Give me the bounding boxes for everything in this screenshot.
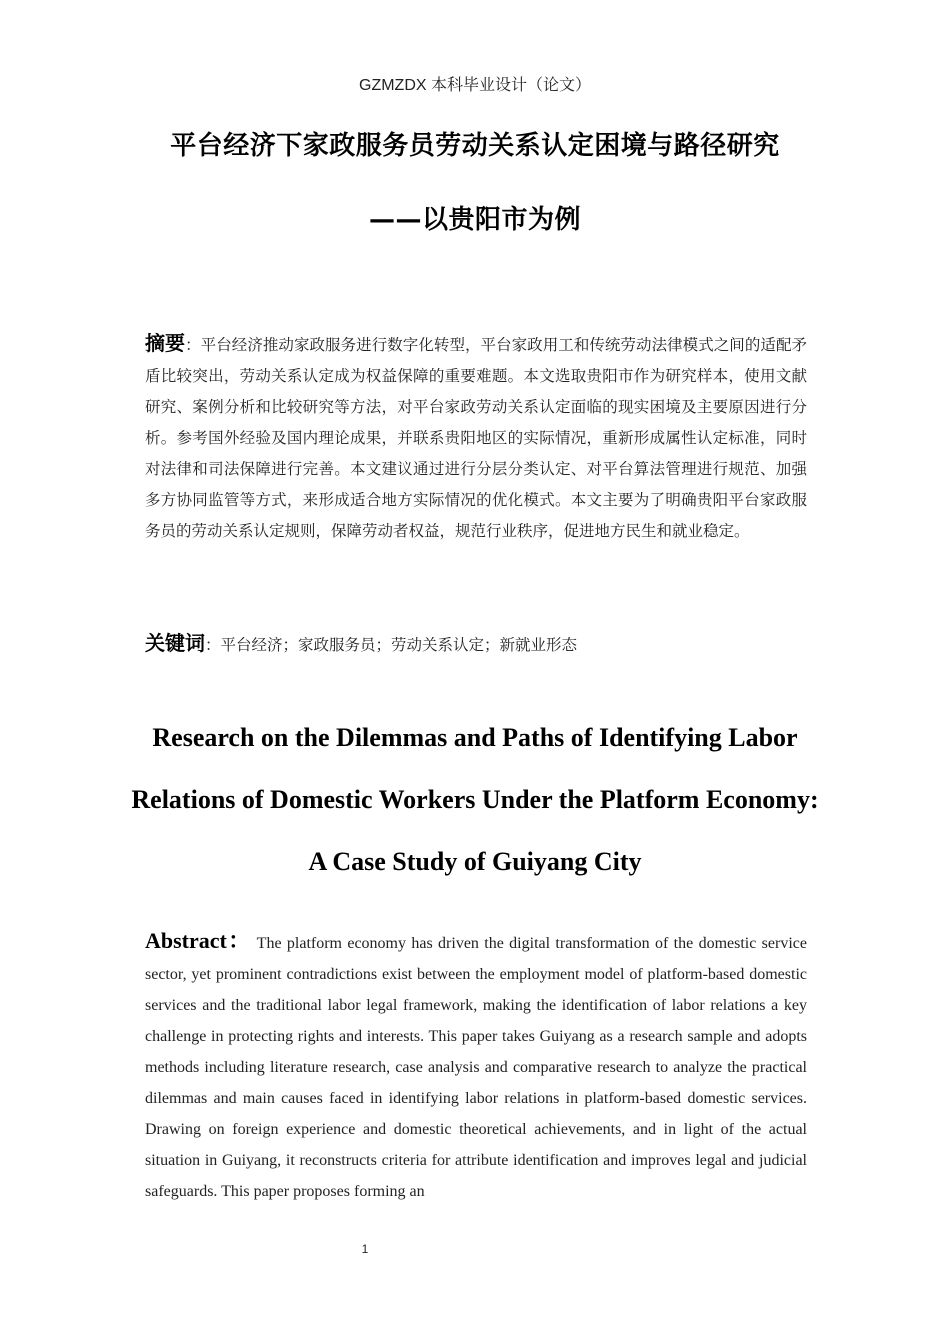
chinese-abstract-label: 摘要 <box>145 331 186 355</box>
chinese-title: 平台经济下家政服务员劳动关系认定困境与路径研究 <box>170 131 780 161</box>
chinese-abstract-separator: ： <box>185 336 201 354</box>
english-title: Research on the Dilemmas and Paths of Identifying Labor Relations of Domestic Workers Under the Platform Economy: A Case Study of Guiyang City <box>131 723 819 876</box>
english-abstract <box>145 925 807 1207</box>
page-header: GZMZDX 本科毕业设计（论文） <box>359 77 591 94</box>
chinese-subtitle: ——以贵阳市为例 <box>368 205 581 235</box>
chinese-abstract <box>145 328 807 547</box>
page-number: 1 <box>361 1242 369 1256</box>
english-abstract-separator: ： <box>226 928 252 953</box>
chinese-keywords-text: 平台经济；家政服务员；劳动关系认定；新就业形态 <box>220 636 578 654</box>
chinese-keywords-label: 关键词 <box>145 631 205 655</box>
chinese-abstract-text: 平台经济推动家政服务进行数字化转型，平台家政用工和传统劳动法律模式之间的适配矛盾比较突出，劳动关系认定成为权益保障的重要难题。本文选取贵阳市作为研究样本，使用文献研究、案例分析和比较研究等方法，对平台家政劳动关系认定面临的现实困境及主要原因进行分析。参考国外经验及国内理论成果，并联系贵阳地区的实际情况，重新形成属性认定标准，同时对法律和司法保障进行完善。本文建议通过进行分层分类认定、对平台算法管理进行规范、加强多方协同监管等方式，来形成适合地方实际情况的优化模式。本文主要为了明确贵阳平台家政服务员的劳动关系认定规则，保障劳动者权益，规范行业秩序，促进地方民生和就业稳定。 <box>145 336 807 540</box>
chinese-keywords <box>145 628 807 661</box>
chinese-keywords-separator: ： <box>205 636 221 654</box>
english-abstract-label: Abstract <box>145 928 227 953</box>
english-abstract-text: The platform economy has driven the digital transformation of the domestic service sector, yet prominent contradictions exist between the employment model of platform-based domestic services and the traditional labor legal framework, making the identification of labor relations a key challenge in protecting rights and interests. This paper takes Guiyang as a research sample and adopts methods including literature research, case analysis and comparative research to analyze the practical dilemmas and main causes faced in identifying labor relations in platform-based domestic services. Drawing on foreign experience and domestic theoretical achievements, and in light of the actual situation in Guiyang, it reconstructs criteria for attribute identification and improves legal and judicial safeguards. This paper proposes forming an <box>145 935 807 1200</box>
